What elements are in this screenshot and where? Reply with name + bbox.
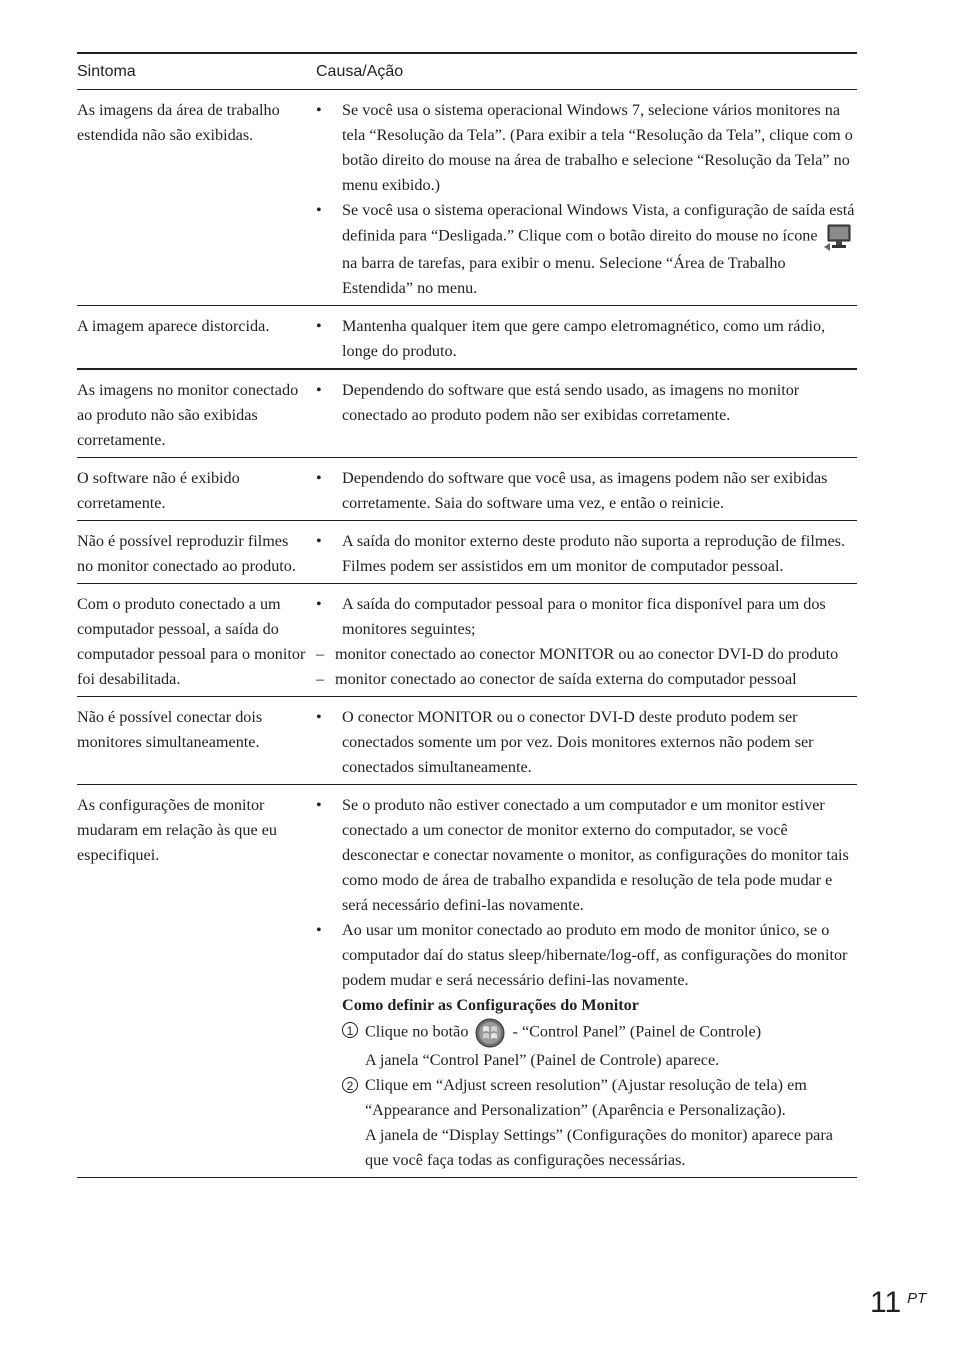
bullet-mark: • — [316, 201, 322, 219]
step-text-before: Clique no botão — [365, 1022, 469, 1041]
table-row — [77, 785, 857, 1178]
symptom-cell: As imagens da área de trabalho estendida não são exibidas. — [77, 101, 280, 144]
step-item — [342, 1018, 857, 1073]
dash-item — [316, 642, 857, 667]
table-header — [77, 54, 857, 90]
bullet-mark: • — [316, 469, 322, 487]
bullet-item — [316, 466, 857, 516]
symptom-cell: As configurações de monitor mudaram em relação às que eu especifiquei. — [77, 796, 277, 864]
symptom-cell: Com o produto conectado a um computador pessoal, a saída do computador pessoal para o monitor foi desabilitada. — [77, 595, 306, 688]
bullet-mark: • — [316, 796, 322, 814]
bullet-item — [316, 793, 857, 918]
step-result: A janela “Control Panel” (Painel de Controle) aparece. — [365, 1051, 720, 1069]
bullet-mark: • — [316, 317, 322, 335]
bullet-text: Mantenha qualquer item que gere campo eletromagnético, como um rádio, longe do produto. — [342, 317, 826, 360]
bullet-mark: • — [316, 595, 322, 613]
windows-start-icon — [474, 1018, 506, 1048]
bullet-mark: • — [316, 381, 322, 399]
dash-mark: – — [316, 645, 325, 663]
bullet-item — [316, 198, 857, 301]
page-number — [870, 1286, 926, 1320]
bullet-text: Dependendo do software que está sendo usado, as imagens no monitor conectado ao produto podem não ser exibidas corretamente. — [342, 381, 800, 424]
bullet-item — [316, 529, 857, 579]
table-row — [77, 370, 857, 458]
page-number-value: 11 — [870, 1286, 902, 1319]
step-item — [342, 1073, 857, 1173]
cause-cell — [316, 98, 857, 301]
troubleshooting-table — [77, 52, 857, 1178]
step-result: A janela de “Display Settings” (Configurações do monitor) aparece para que você faça todas as configurações necessárias. — [365, 1126, 833, 1169]
how-to-block — [316, 993, 857, 1173]
table-row — [77, 90, 857, 306]
step-text-after: - “Control Panel” (Painel de Controle) — [512, 1022, 762, 1041]
symptom-cell: A imagem aparece distorcida. — [77, 317, 270, 335]
cause-cell — [316, 793, 857, 1173]
cause-cell — [316, 529, 857, 579]
display-taskbar-icon — [824, 223, 854, 251]
dash-text: monitor conectado ao conector MONITOR ou ao conector DVI-D do produto — [335, 645, 839, 663]
bullet-text: Ao usar um monitor conectado ao produto em modo de monitor único, se o computador daí do status sleep/hibernate/log-off, as configurações do monitor podem mudar e será necessário defini-las novamente. — [342, 921, 848, 989]
dash-mark: – — [316, 670, 325, 688]
bullet-mark: • — [316, 708, 322, 726]
table-row — [77, 306, 857, 370]
bullet-item — [316, 98, 857, 198]
bullet-item — [316, 314, 857, 364]
page-language: PT — [907, 1290, 927, 1307]
dash-text: monitor conectado ao conector de saída externa do computador pessoal — [335, 670, 797, 688]
bullet-text — [342, 198, 857, 301]
table-row — [77, 458, 857, 521]
bullet-item — [316, 378, 857, 428]
cause-cell — [316, 378, 857, 453]
dash-item — [316, 667, 857, 692]
cause-cell — [316, 705, 857, 780]
table-row — [77, 521, 857, 584]
cause-cell — [316, 592, 857, 692]
bullet-mark: • — [316, 532, 322, 550]
bullet-text: Dependendo do software que você usa, as imagens podem não ser exibidas corretamente. Saia do software uma vez, e então o reinicie. — [342, 469, 828, 512]
table-row — [77, 584, 857, 697]
table-row — [77, 697, 857, 785]
bullet-mark: • — [316, 101, 322, 119]
step-number: 1 — [342, 1022, 358, 1038]
bullet-text: Se você usa o sistema operacional Windows 7, selecione vários monitores na tela “Resolução da Tela”. (Para exibir a tela “Resolução da Tela”, clique com o botão direito do mouse na área de trabalho e selecione “Resolução da Tela” no menu exibido.) — [342, 101, 853, 194]
bullet-item — [316, 918, 857, 993]
bullet-mark: • — [316, 921, 322, 939]
cause-cell — [316, 314, 857, 364]
bullet-item — [316, 705, 857, 780]
how-to-title: Como definir as Configurações do Monitor — [342, 996, 639, 1014]
symptom-cell: O software não é exibido corretamente. — [77, 469, 240, 512]
cause-cell — [316, 466, 857, 516]
bullet-item — [316, 592, 857, 642]
header-symptom: Sintoma — [77, 62, 136, 80]
bullet-text: A saída do monitor externo deste produto não suporta a reprodução de filmes. Filmes podem ser assistidos em um monitor de computador pessoal. — [342, 532, 846, 575]
header-cause: Causa/Ação — [316, 62, 404, 80]
symptom-cell: Não é possível conectar dois monitores simultaneamente. — [77, 708, 263, 751]
bullet-text-before: Se você usa o sistema operacional Windows Vista, a configuração de saída está definida para “Desligada.” Clique com o botão direito do mouse no ícone — [342, 201, 855, 245]
bullet-text: Se o produto não estiver conectado a um computador e um monitor estiver conectado a um conector de monitor externo do computador, se você desconectar e conectar novamente o monitor, as configurações do monitor tais como modo de área de trabalho expandida e resolução de tela pode mudar e será necessário defini-las novamente. — [342, 796, 849, 914]
bullet-text-after: na barra de tarefas, para exibir o menu. Selecione “Área de Trabalho Estendida” no menu. — [342, 254, 786, 297]
step-text — [365, 1073, 857, 1173]
symptom-cell: As imagens no monitor conectado ao produto não são exibidas corretamente. — [77, 381, 299, 449]
step-text — [365, 1018, 857, 1073]
bullet-text: A saída do computador pessoal para o monitor fica disponível para um dos monitores seguintes; — [342, 595, 826, 638]
step-text-main: Clique em “Adjust screen resolution” (Ajustar resolução de tela) em “Appearance and Personalization” (Aparência e Personalização). — [365, 1076, 807, 1119]
bullet-text: O conector MONITOR ou o conector DVI-D deste produto podem ser conectados somente um por vez. Dois monitores externos não podem ser conectados simultaneamente. — [342, 708, 814, 776]
symptom-cell: Não é possível reproduzir filmes no monitor conectado ao produto. — [77, 532, 296, 575]
step-number: 2 — [342, 1077, 358, 1093]
